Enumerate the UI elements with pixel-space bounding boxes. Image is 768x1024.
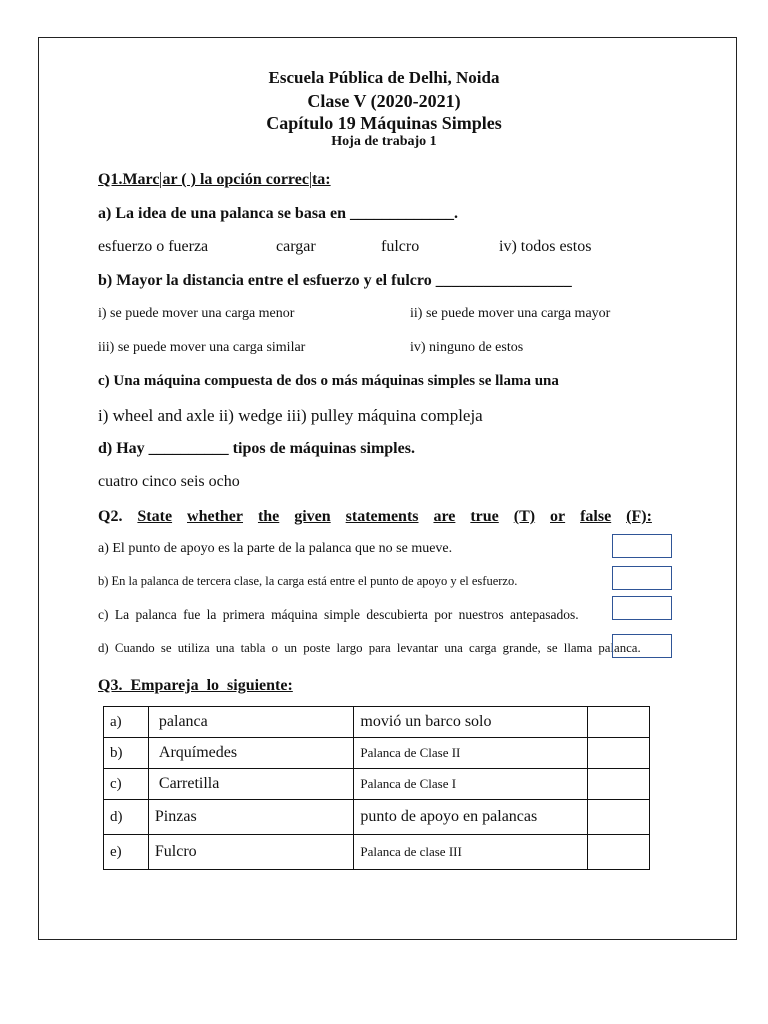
row-match: Palanca de Clase I (354, 769, 588, 800)
q1a-option-2: cargar (276, 238, 316, 255)
row-answer-cell[interactable] (588, 738, 650, 769)
chapter-title: Capítulo 19 Máquinas Simples (266, 113, 502, 133)
match-table (103, 706, 650, 870)
row-item: palanca (148, 707, 354, 738)
q1a-option-1: esfuerzo o fuerza (98, 238, 209, 255)
q1-heading-part3: ta: (311, 171, 331, 188)
answer-box-c[interactable] (612, 596, 672, 620)
row-match: movió un barco solo (354, 707, 588, 738)
q2-number: Q2. (98, 508, 123, 525)
row-letter: b) (104, 738, 149, 769)
answer-box-b[interactable] (612, 566, 672, 590)
q1-heading-part1: Q1.Marc (98, 171, 160, 188)
row-match: Palanca de Clase II (354, 738, 588, 769)
q1d-options: cuatro cinco seis ocho (98, 473, 240, 490)
q3-heading: Q3. Empareja lo siguiente: (98, 677, 293, 694)
row-answer-cell[interactable] (588, 707, 650, 738)
q2-word: given (294, 508, 331, 525)
q2-statement-c: c) La palanca fue la primera máquina simple descubierta por nuestros antepasados. (98, 607, 579, 622)
q1b-option-1: i) se puede mover una carga menor (98, 306, 295, 321)
row-answer-cell[interactable] (588, 835, 650, 870)
row-letter: d) (104, 800, 149, 835)
answer-box-a[interactable] (612, 534, 672, 558)
q1-heading (98, 171, 331, 189)
q1b-option-2: ii) se puede mover una carga mayor (410, 306, 611, 321)
class-label: Clase V (2020-2021) (307, 91, 461, 111)
q2-word: true (470, 508, 499, 525)
q2-word: false (580, 508, 612, 525)
q2-word: (T) (513, 508, 536, 525)
q1b-option-4: iv) ninguno de estos (410, 340, 524, 355)
table-row (104, 707, 650, 738)
row-letter: e) (104, 835, 149, 870)
q1a-option-3: fulcro (381, 238, 420, 255)
school-name: Escuela Pública de Delhi, Noida (268, 68, 500, 87)
answer-box-d[interactable] (612, 634, 672, 658)
row-letter: a) (104, 707, 149, 738)
q2-word: the (257, 508, 280, 525)
row-item: Carretilla (148, 769, 354, 800)
q2-word: statements (345, 508, 419, 525)
q2-word: State (137, 508, 173, 525)
q1-heading-part2: ar ( ) la opción correc (162, 171, 309, 188)
text-cursor (310, 172, 311, 188)
row-letter: c) (104, 769, 149, 800)
q1c-options: i) wheel and axle ii) wedge iii) pulley máquina compleja (98, 406, 483, 425)
q2-statement-b: b) En la palanca de tercera clase, la carga está entre el punto de apoyo y el esfuerzo. (98, 574, 518, 588)
row-match: Palanca de clase III (354, 835, 588, 870)
q2-statement-d: d) Cuando se utiliza una tabla o un poste largo para levantar una carga grande, se llama palanca. (98, 641, 641, 655)
q1a-question: a) La idea de una palanca se basa en _____________. (98, 205, 459, 222)
row-item: Arquímedes (148, 738, 354, 769)
worksheet-label: Hoja de trabajo 1 (331, 134, 437, 149)
row-answer-cell[interactable] (588, 769, 650, 800)
table-row (104, 800, 650, 835)
q2-word: or (550, 508, 566, 525)
table-row (104, 835, 650, 870)
q1a-option-4: iv) todos estos (499, 238, 592, 255)
q2-word: (F): (626, 508, 652, 525)
row-item: Fulcro (148, 835, 354, 870)
table-row (104, 769, 650, 800)
row-match: punto de apoyo en palancas (354, 800, 588, 835)
q1d-question: d) Hay __________ tipos de máquinas simples. (98, 440, 415, 457)
q1b-question: b) Mayor la distancia entre el esfuerzo y el fulcro _________________ (98, 272, 572, 289)
row-answer-cell[interactable] (588, 800, 650, 835)
q1c-question: c) Una máquina compuesta de dos o más máquinas simples se llama una (98, 373, 559, 389)
table-row (104, 738, 650, 769)
q1b-option-3: iii) se puede mover una carga similar (98, 340, 306, 355)
q2-statement-a: a) El punto de apoyo es la parte de la palanca que no se mueve. (98, 541, 453, 556)
q2-word: whether (187, 508, 243, 525)
row-item: Pinzas (148, 800, 354, 835)
q2-word: are (433, 508, 456, 525)
q2-heading (98, 508, 652, 526)
